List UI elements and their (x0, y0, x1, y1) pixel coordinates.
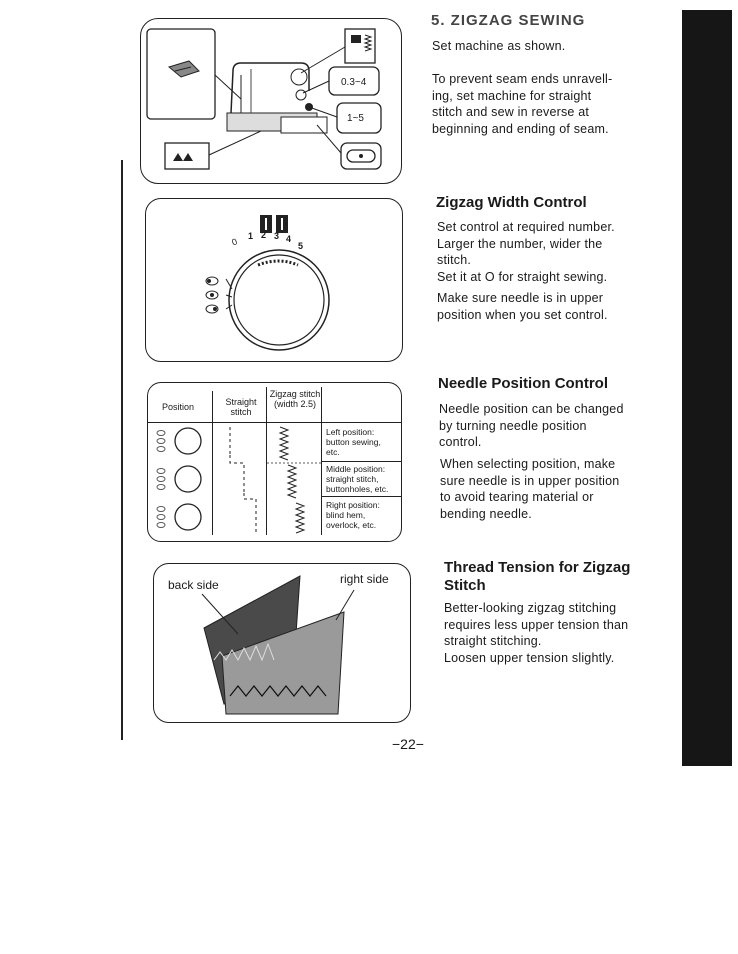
dial-num-3: 3 (274, 231, 280, 241)
scan-edge-line (121, 160, 123, 740)
dial-num-5: 5 (298, 241, 304, 251)
figure-width-dial (145, 198, 403, 362)
fabric-illustration (154, 564, 410, 722)
width-dial-illustration (146, 199, 402, 361)
row-left-desc: Left position: button sewing, etc. (326, 427, 381, 457)
width-control-heading: Zigzag Width Control (436, 194, 587, 211)
para-unravel: To prevent seam ends unravell- ing, set machine for straight stitch and sew in reverse at beginning and ending of seam. (432, 72, 613, 136)
figure-needle-position-table (147, 382, 402, 542)
row-right-desc: Right position: blind hem, overlock, etc. (326, 500, 380, 530)
thread-tension-heading: Thread Tension for Zigzag Stitch (444, 559, 631, 594)
back-side-label: back side (168, 578, 219, 592)
length-range-label: 1~5 (347, 113, 364, 124)
right-side-label: right side (340, 572, 389, 586)
figure-fabric-sides (153, 563, 411, 723)
row-middle-desc: Middle position: straight stitch, buttonholes, etc. (326, 464, 389, 494)
header-position: Position (162, 402, 195, 412)
width-control-text-a: Set control at required number. Larger the number, wider the stitch. Set it at O for straight sewing. (437, 220, 615, 284)
section-title: 5. ZIGZAG SEWING (431, 12, 586, 29)
thread-tension-text: Better-looking zigzag stitching requires less upper tension than straight stitching. Loosen upper tension slightly. (444, 601, 629, 665)
dial-num-1: 1 (248, 231, 254, 241)
needle-position-heading: Needle Position Control (438, 375, 609, 392)
width-range-label: 0.3~4 (341, 77, 367, 88)
scan-margin-strip (682, 10, 732, 766)
needle-position-text-a: Needle position can be changed by turning needle position control. (439, 402, 624, 449)
header-straight: Straight stitch (225, 397, 257, 417)
header-zigzag: Zigzag stitch (width 2.5) (269, 389, 321, 409)
dial-num-4: 4 (286, 234, 292, 244)
machine-illustration (141, 19, 401, 183)
needle-position-text-b: When selecting position, make sure needle is in upper position to avoid tearing material or bending needle. (440, 457, 620, 521)
dial-num-2: 2 (261, 230, 267, 240)
intro-text: Set machine as shown. (432, 39, 566, 53)
figure-machine-overview (140, 18, 402, 184)
width-control-text-b: Make sure needle is in upper position when you set control. (437, 291, 608, 322)
dial-num-0: 0 (230, 236, 239, 248)
page-number: −22− (392, 736, 424, 752)
